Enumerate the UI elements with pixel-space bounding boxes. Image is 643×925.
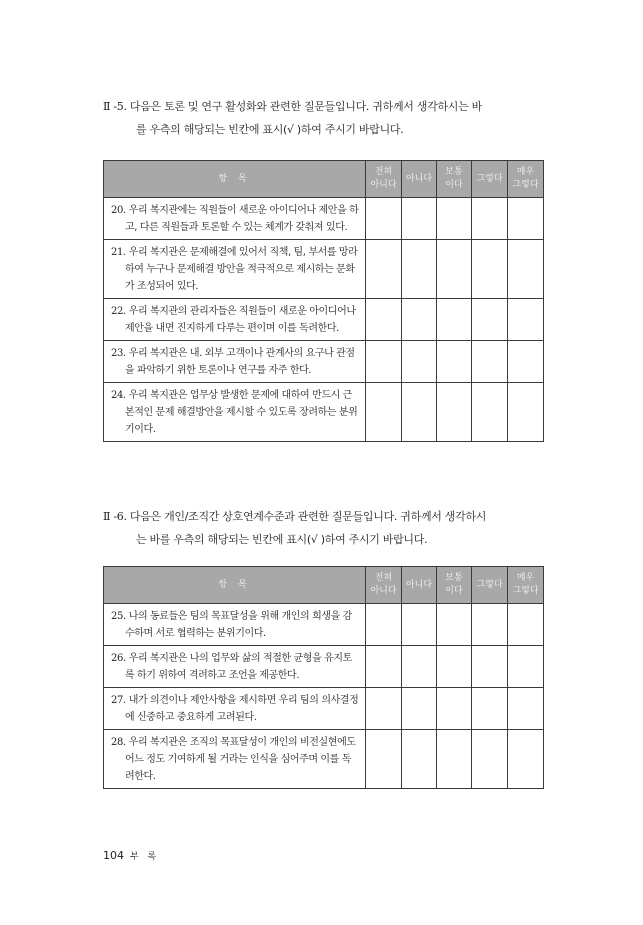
question-text-cell <box>104 730 366 789</box>
answer-cell-agree[interactable] <box>472 240 508 299</box>
answer-cell-agree[interactable] <box>472 341 508 383</box>
question-number: 23. <box>111 348 126 359</box>
question-text-cell <box>104 198 366 240</box>
answer-cell-strongly-agree[interactable] <box>508 730 544 789</box>
answer-cell-agree[interactable] <box>472 604 508 646</box>
question-row <box>104 646 544 688</box>
header-neutral: 보통 이다 <box>437 161 472 198</box>
question-text-cell <box>104 604 366 646</box>
header-agree: 그렇다 <box>472 161 508 198</box>
survey-table-6 <box>103 566 544 789</box>
table-header-row <box>104 161 544 198</box>
question-row <box>104 198 544 240</box>
question-number: 22. <box>111 306 126 317</box>
answer-cell-strongly-disagree[interactable] <box>366 198 402 240</box>
answer-cell-strongly-agree[interactable] <box>508 341 544 383</box>
answer-cell-neutral[interactable] <box>437 688 472 730</box>
answer-cell-disagree[interactable] <box>402 240 437 299</box>
question-text-cell <box>104 341 366 383</box>
answer-cell-neutral[interactable] <box>437 383 472 442</box>
question-number: 25. <box>111 611 126 622</box>
answer-cell-neutral[interactable] <box>437 299 472 341</box>
header-agree: 그렇다 <box>472 567 508 604</box>
answer-cell-neutral[interactable] <box>437 240 472 299</box>
question-text-cell <box>104 646 366 688</box>
section-5-code: Ⅱ -5. <box>103 100 127 113</box>
section-6-intro <box>103 505 543 551</box>
header-strongly-agree: 매우 그렇다 <box>508 161 544 198</box>
section-5-line2: 를 우측의 해당되는 빈칸에 표시(√ )하여 주시기 바랍니다. <box>136 123 404 136</box>
answer-cell-strongly-disagree[interactable] <box>366 646 402 688</box>
question-number: 21. <box>111 247 126 258</box>
question-text: 우리 복지관에는 직원들이 새로운 아이디어나 제안을 하고, 다른 직원들과 토론할 수 있는 체계가 갖춰져 있다. <box>125 205 359 233</box>
question-row <box>104 240 544 299</box>
section-6-line1: 다음은 개인/조직간 상호연계수준과 관련한 질문들입니다. 귀하께서 생각하시 <box>129 510 487 523</box>
section-6-code: Ⅱ -6. <box>103 510 127 523</box>
question-number: 24. <box>111 390 126 401</box>
question-row <box>104 730 544 789</box>
question-row <box>104 299 544 341</box>
answer-cell-strongly-agree[interactable] <box>508 604 544 646</box>
header-item: 항 목 <box>104 161 366 198</box>
question-number: 27. <box>111 695 126 706</box>
question-row <box>104 604 544 646</box>
header-disagree: 아니다 <box>402 161 437 198</box>
question-text-cell <box>104 383 366 442</box>
section-5-intro <box>103 95 543 141</box>
answer-cell-disagree[interactable] <box>402 730 437 789</box>
question-number: 26. <box>111 653 126 664</box>
answer-cell-disagree[interactable] <box>402 341 437 383</box>
question-text: 우리 복지관은 업무상 발생한 문제에 대하여 반드시 근본적인 문제 해결방안을 제시할 수 있도록 장려하는 분위기이다. <box>125 390 358 435</box>
answer-cell-strongly-disagree[interactable] <box>366 240 402 299</box>
question-text: 우리 복지관은 나의 업무와 삶의 적절한 균형을 유지토록 하기 위하여 격려하고 조언을 제공한다. <box>125 653 352 681</box>
answer-cell-neutral[interactable] <box>437 646 472 688</box>
appendix-label: 부 록 <box>130 852 160 862</box>
question-text: 우리 복지관은 조직의 목표달성이 개인의 비전실현에도 어느 정도 기여하게 될 거라는 인식을 심어주며 이를 독려한다. <box>125 737 356 782</box>
answer-cell-agree[interactable] <box>472 688 508 730</box>
question-text-cell <box>104 240 366 299</box>
header-item: 항 목 <box>104 567 366 604</box>
answer-cell-disagree[interactable] <box>402 604 437 646</box>
answer-cell-disagree[interactable] <box>402 383 437 442</box>
answer-cell-agree[interactable] <box>472 646 508 688</box>
survey-table-5 <box>103 160 544 442</box>
answer-cell-disagree[interactable] <box>402 299 437 341</box>
answer-cell-strongly-agree[interactable] <box>508 688 544 730</box>
question-number: 28. <box>111 737 126 748</box>
answer-cell-neutral[interactable] <box>437 730 472 789</box>
page-footer <box>103 849 159 862</box>
page-number: 104 <box>103 849 124 862</box>
header-neutral: 보통 이다 <box>437 567 472 604</box>
section-6-line2: 는 바를 우측의 해당되는 빈칸에 표시(√ )하여 주시기 바랍니다. <box>136 533 428 546</box>
answer-cell-disagree[interactable] <box>402 198 437 240</box>
answer-cell-strongly-disagree[interactable] <box>366 299 402 341</box>
answer-cell-neutral[interactable] <box>437 604 472 646</box>
header-strongly-agree: 매우 그렇다 <box>508 567 544 604</box>
question-number: 20. <box>111 205 126 216</box>
question-text: 우리 복지관은 내. 외부 고객이나 관계사의 요구나 관점을 파악하기 위한 토론이나 연구를 자주 한다. <box>125 348 355 376</box>
answer-cell-strongly-agree[interactable] <box>508 240 544 299</box>
question-row <box>104 383 544 442</box>
answer-cell-agree[interactable] <box>472 383 508 442</box>
question-text-cell <box>104 688 366 730</box>
question-row <box>104 341 544 383</box>
question-text-cell <box>104 299 366 341</box>
header-strongly-disagree: 전혀 아니다 <box>366 567 402 604</box>
answer-cell-strongly-disagree[interactable] <box>366 730 402 789</box>
question-row <box>104 688 544 730</box>
answer-cell-agree[interactable] <box>472 198 508 240</box>
answer-cell-strongly-agree[interactable] <box>508 646 544 688</box>
header-strongly-disagree: 전혀 아니다 <box>366 161 402 198</box>
answer-cell-strongly-agree[interactable] <box>508 383 544 442</box>
answer-cell-neutral[interactable] <box>437 198 472 240</box>
answer-cell-disagree[interactable] <box>402 688 437 730</box>
section-5-line1: 다음은 토론 및 연구 활성화와 관련한 질문들입니다. 귀하께서 생각하시는 바 <box>129 100 482 113</box>
question-text: 우리 복지관의 관리자들은 직원들이 새로운 아이디어나 제안을 내면 진지하게 다루는 편이며 이를 독려한다. <box>125 306 356 334</box>
answer-cell-neutral[interactable] <box>437 341 472 383</box>
answer-cell-agree[interactable] <box>472 299 508 341</box>
answer-cell-strongly-agree[interactable] <box>508 198 544 240</box>
question-text: 내가 의견이나 제안사항을 제시하면 우리 팀의 의사결정에 신중하고 중요하게 고려된다. <box>125 695 359 723</box>
answer-cell-strongly-disagree[interactable] <box>366 688 402 730</box>
answer-cell-strongly-disagree[interactable] <box>366 383 402 442</box>
question-text: 우리 복지관은 문제해결에 있어서 직책, 팀, 부서를 망라하여 누구나 문제해결 방안을 적극적으로 제시하는 문화가 조성되어 있다. <box>125 247 358 292</box>
answer-cell-agree[interactable] <box>472 730 508 789</box>
header-disagree: 아니다 <box>402 567 437 604</box>
answer-cell-strongly-disagree[interactable] <box>366 341 402 383</box>
table-header-row <box>104 567 544 604</box>
answer-cell-strongly-disagree[interactable] <box>366 604 402 646</box>
question-text: 나의 동료들은 팀의 목표달성을 위해 개인의 희생을 감수하며 서로 협력하는 분위기이다. <box>125 611 352 639</box>
answer-cell-strongly-agree[interactable] <box>508 299 544 341</box>
answer-cell-disagree[interactable] <box>402 646 437 688</box>
